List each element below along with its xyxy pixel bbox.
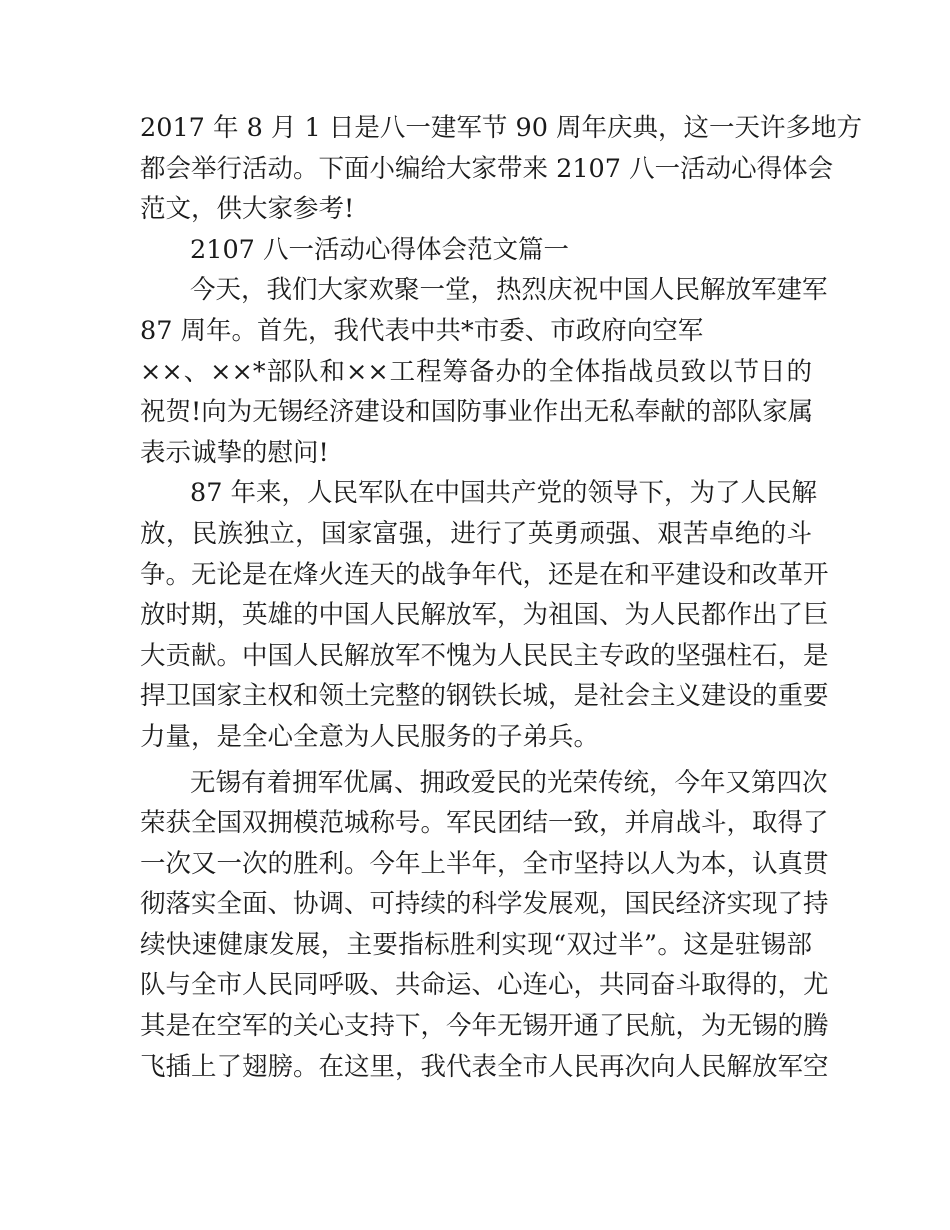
text-line: 表示诚挚的慰问! [140, 437, 329, 468]
text-line: 范文，供大家参考! [140, 194, 355, 225]
text-line: 其是在空军的关心支持下，今年无锡开通了民航，为无锡的腾 [140, 1011, 829, 1042]
text-line: 大贡献。中国人民解放军不愧为人民民主专政的坚强柱石，是 [140, 640, 829, 671]
text-line: 无锡有着拥军优属、拥政爱民的光荣传统，今年又第四次 [190, 767, 828, 798]
text-line: ××、××*部队和××工程筹备办的全体指战员致以节日的 [140, 356, 812, 387]
text-line: 捍卫国家主权和领土完整的钢铁长城，是社会主义建设的重要 [140, 681, 829, 712]
text-line: 力量，是全心全意为人民服务的子弟兵。 [140, 721, 600, 752]
text-line: 都会举行活动。下面小编给大家带来 2107 八一活动心得体会 [140, 153, 834, 184]
section-title-text: 2107 八一活动心得体会范文篇一 [190, 234, 570, 265]
paragraph [140, 763, 829, 1088]
text-line: 一次又一次的胜利。今年上半年，全市坚持以人为本，认真贯 [140, 848, 829, 879]
text-line: 飞插上了翅膀。在这里，我代表全市人民再次向人民解放军空 [140, 1051, 829, 1082]
text-line: 队与全市人民同呼吸、共命运、心连心，共同奋斗取得的，尤 [140, 970, 829, 1001]
text-line: 87 周年。首先，我代表中共*市委、市政府向空军 [140, 315, 704, 346]
text-line: 荣获全国双拥模范城称号。军民团结一致，并肩战斗，取得了 [140, 808, 829, 839]
text-line: 2017 年 8 月 1 日是八一建军节 90 周年庆典，这一天许多地方 [140, 113, 863, 143]
text-line: 祝贺!向为无锡经济建设和国防事业作出无私奉献的部队家属 [140, 397, 814, 428]
text-line: 87 年来，人民军队在中国共产党的领导下，为了人民解 [190, 478, 818, 509]
intro-paragraph [140, 108, 863, 230]
text-line: 彻落实全面、协调、可持续的科学发展观，国民经济实现了持 [140, 889, 829, 920]
text-line: 争。无论是在烽火连天的战争年代，还是在和平建设和改革开 [140, 559, 829, 590]
document-body [140, 108, 863, 1087]
text-line: 续快速健康发展，主要指标胜利实现“双过半”。这是驻锡部 [140, 929, 812, 960]
section-title [140, 230, 812, 271]
text-line: 放时期，英雄的中国人民解放军，为祖国、为人民都作出了巨 [140, 600, 829, 631]
text-line: 今天，我们大家欢聚一堂，热烈庆祝中国人民解放军建军 [190, 275, 828, 306]
paragraph [140, 473, 829, 757]
text-line: 放，民族独立，国家富强，进行了英勇顽强、艰苦卓绝的斗 [140, 518, 812, 549]
paragraph [140, 270, 828, 473]
